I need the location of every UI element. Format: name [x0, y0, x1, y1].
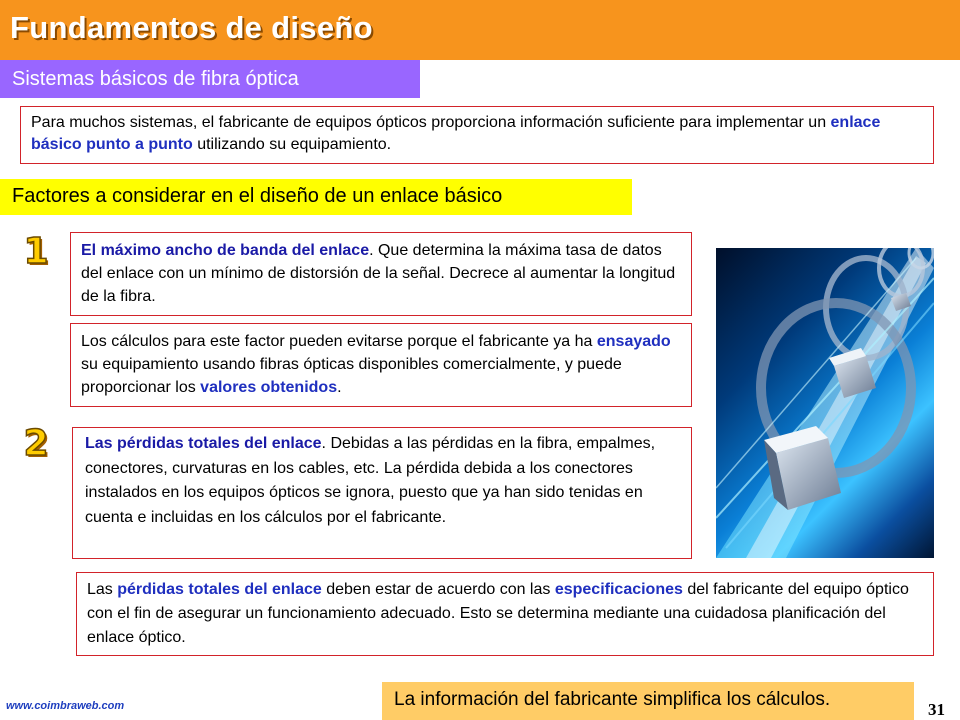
page-number: 31: [928, 700, 945, 719]
factors-heading: Factores a considerar en el diseño de un enlace básico: [12, 185, 503, 207]
page-subtitle: Sistemas básicos de fibra óptica: [12, 68, 299, 90]
fiber-optic-illustration: [716, 248, 934, 558]
summary-text: La información del fabricante simplifica los cálculos.: [394, 689, 831, 710]
factor-1-lead: El máximo ancho de banda del enlace: [81, 242, 370, 259]
factor-1-number-icon: 1: [23, 231, 49, 272]
factor-2-lead: Las pérdidas totales del enlace: [85, 435, 322, 452]
factor-1-note-b: su equipamiento usando fibras ópticas disponibles comercialmente, y puede proporcionar los: [81, 356, 622, 396]
factor-2-box: [72, 427, 692, 559]
fiber-optic-graphic: [716, 248, 934, 558]
factor-2-note-a: Las: [87, 581, 118, 598]
factor-2-note-c: del fabricante del equipo óptico con el fin de asegurar un funcionamiento adecuado. Esto se determina mediante una cuidadosa planificación del enlace óptico.: [87, 581, 909, 646]
factor-2-note-hl-a: pérdidas totales del enlace: [117, 581, 322, 598]
title-bar: [0, 0, 960, 60]
intro-box: [20, 106, 934, 164]
factor-1-note-a: Los cálculos para este factor pueden evitarse porque el fabricante ya ha: [81, 333, 597, 350]
factor-1-note-c: .: [337, 379, 342, 396]
intro-text-after: utilizando su equipamiento.: [192, 136, 392, 153]
factor-2-note-hl-b: especificaciones: [554, 581, 683, 598]
factor-2-number-icon: 2: [23, 423, 49, 464]
factor-1-text: . Que determina la máxima tasa de datos del enlace con un mínimo de distorsión de la señal. Decrece al aumentar la longitud de la fibra.: [81, 242, 676, 305]
factor-1-box: [70, 232, 692, 316]
factor-2-text: . Debidas a las pérdidas en la fibra, empalmes, conectores, curvaturas en los cables, etc. La pérdida debida a los conectores instalados en los equipos ópticos se ignora, puesto que ya han sido tenidas en cuenta e incluidas en los cálculos por el fabricante.: [85, 435, 656, 526]
intro-highlight: enlace básico punto a punto: [31, 114, 881, 153]
website-link[interactable]: www.coimbraweb.com: [6, 700, 125, 712]
subtitle-bar: [0, 60, 420, 98]
intro-text-before: Para muchos sistemas, el fabricante de equipos ópticos proporciona información suficiente para implementar un: [31, 114, 831, 131]
factor-1-note-hl-a: ensayado: [596, 333, 671, 350]
factor-2-note-box: [76, 572, 934, 656]
summary-bar: [382, 682, 914, 720]
factor-1-note-hl-b: valores obtenidos: [200, 379, 338, 396]
factor-1-note-box: [70, 323, 692, 407]
factor-2-note-b: deben estar de acuerdo con las: [321, 581, 555, 598]
page-title: Fundamentos de diseño: [10, 10, 373, 45]
factors-heading-bar: [0, 179, 632, 215]
